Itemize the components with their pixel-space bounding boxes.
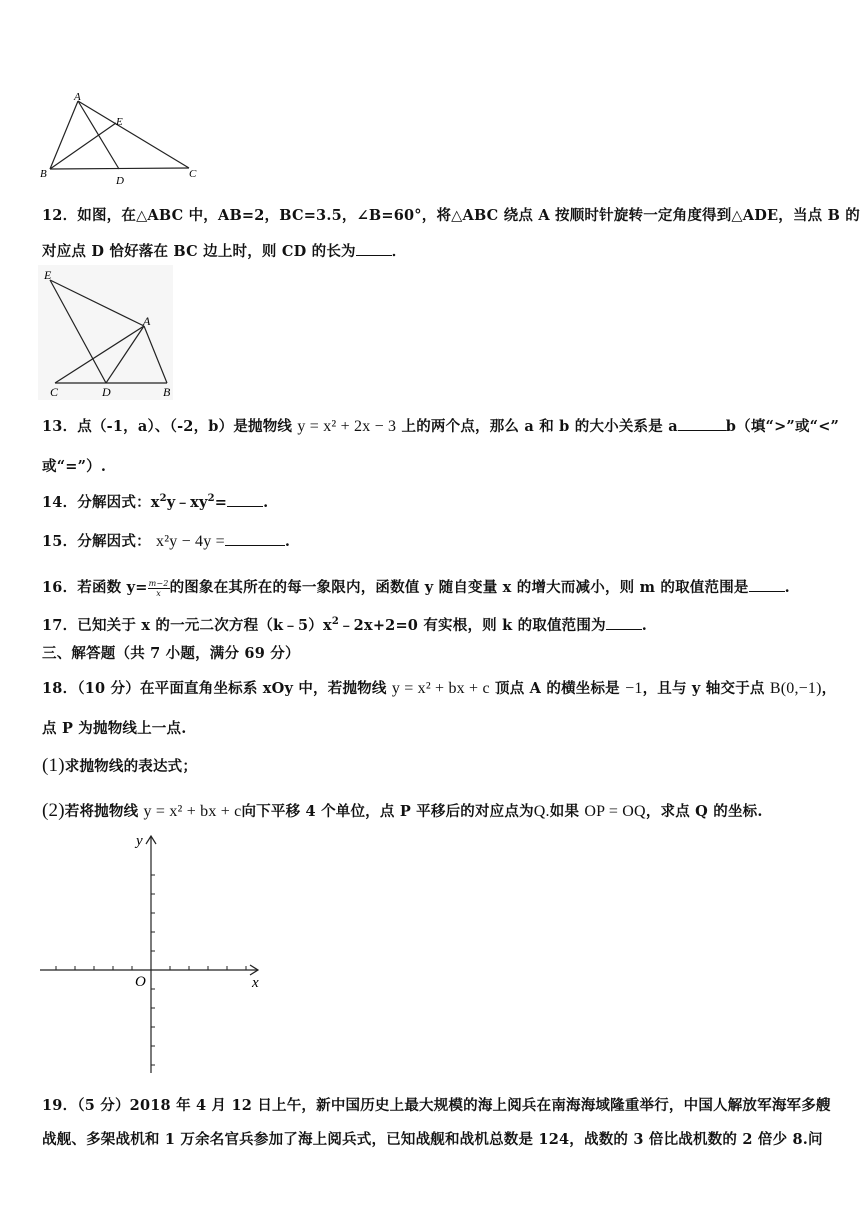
label-E: E [116,116,123,128]
label-D: D [102,385,111,399]
triangle-figure-12 [38,265,173,400]
question-17: 17．已知关于 x 的一元二次方程$(k﹣5)x^2﹣2x+2=0$ 有实根，则 k 的取值范围为 . [42,616,648,634]
q15-expression: x²y − 4y = [156,533,225,550]
answer-blank [356,243,392,256]
q17-text-b: ﹣2x+2=0 有实根，则 k 的取值范围为 [338,617,606,634]
q17-text-a: 17．已知关于 x 的一元二次方程（k﹣5）x [42,617,332,634]
question-18-line2: 点 P 为抛物线上一点. [42,720,187,737]
q16-text-b: 的图象在其所在的每一象限内，函数值 y 随自变量 x 的增大而减小，则 m 的取值范围是 [169,579,749,596]
q18-point-b: B(0,−1) [769,680,822,697]
section-heading: 三、解答题（共 7 小题，满分 69 分） [42,645,300,662]
question-15 [42,530,290,551]
answer-blank [749,579,785,592]
fraction-numerator: m−2 [148,578,169,588]
q14-text-a: 14．分解因式：x [42,494,160,511]
q18-text-b: 顶点 A 的横坐标是 [495,680,620,697]
q12-text: 对应点 D 恰好落在 BC 边上时，则 CD 的长为 [42,243,356,260]
part-text-d: ，求点 Q 的坐标. [645,803,763,820]
question-12-line2 [42,240,406,261]
question-19-line2: 战舰、多架战机和 1 万余名官兵参加了海上阅兵式，已知战舰和战机总数是 124，战数的 3 倍比战机数的 2 倍少 8.问 [42,1131,823,1148]
q15-text-a: 15．分解因式： [42,533,151,550]
part-number: (2) [42,800,65,821]
label-C: C [189,168,197,180]
q16-end: . [784,579,790,596]
triangle-figure-11 [36,90,206,185]
question-16 [42,576,790,598]
part-text-a: 若将抛物线 [64,803,139,820]
question-13-line1 [42,415,839,436]
part-text-c: 如果 [549,803,580,820]
q13-parabola: y = x² + 2x − 3 [297,418,397,435]
op-equals-oq: OP = OQ [584,803,646,820]
q18-vertex-x: −1 [625,680,643,697]
axis-label-x: x [252,975,259,991]
answer-blank [227,494,263,507]
label-A: A [143,314,151,328]
q18-text-d: ， [821,680,837,697]
q12-end: ． [391,243,407,260]
label-B: B [40,168,47,180]
question-14: 14．分解因式：$x^2y﹣xy^2=$ . [42,493,269,511]
question-18-part2 [42,800,763,822]
q18-text-c: ，且与 y 轴交于点 [642,680,765,697]
q13-text-b: 上的两个点，那么 a 和 b 的大小关系是 a [401,418,678,435]
q18-text-a: 18．（10 分）在平面直角坐标系 xOy 中，若抛物线 [42,680,387,697]
q14-text-c: = [214,494,228,511]
question-18-part1 [42,755,197,777]
question-18-line1 [42,677,836,698]
q13-text-c: b（填“>”或“<” [725,418,840,435]
question-13-line2: 或“=”）. [42,458,107,475]
point-q: Q. [533,803,550,820]
answer-blank [225,533,285,546]
part-text-b: 向下平移 4 个单位，点 P 平移后的对应点为 [241,803,534,820]
label-C: C [50,385,59,399]
q14-text-b: y﹣xy [166,494,208,511]
answer-blank [678,418,726,431]
q16-text-a: 16．若函数 y= [42,579,148,596]
q13-text-a: 13．点（-1，a）、（-2，b）是抛物线 [42,418,293,435]
label-E: E [44,268,52,282]
origin-label: O [135,974,146,990]
q14-end: . [263,494,269,511]
label-A: A [74,91,81,103]
answer-blank [606,617,642,630]
fraction-denominator: x [156,588,161,598]
q15-end: . [284,533,291,550]
q17-end: . [641,617,648,634]
part-text: 求抛物线的表达式； [64,758,198,775]
label-D: D [116,175,124,185]
fraction [148,579,170,598]
coordinate-axes [36,828,276,1080]
axis-label-y: y [136,833,143,849]
question-19-line1: 19．（5 分）2018 年 4 月 12 日上午，新中国历史上最大规模的海上阅兵在南海海域隆重举行，中国人解放军海军多艘 [42,1097,831,1114]
label-B: B [163,385,171,399]
part-parabola: y = x² + bx + c [143,803,242,820]
part-number: (1) [42,755,65,776]
q18-parabola: y = x² + bx + c [391,680,490,697]
question-12-line1: 12．如图，在△ABC 中，AB=2，BC=3.5，∠B=60°，将△ABC 绕点 A 按顺时针旋转一定角度得到△ADE，当点 B 的 [42,207,860,224]
